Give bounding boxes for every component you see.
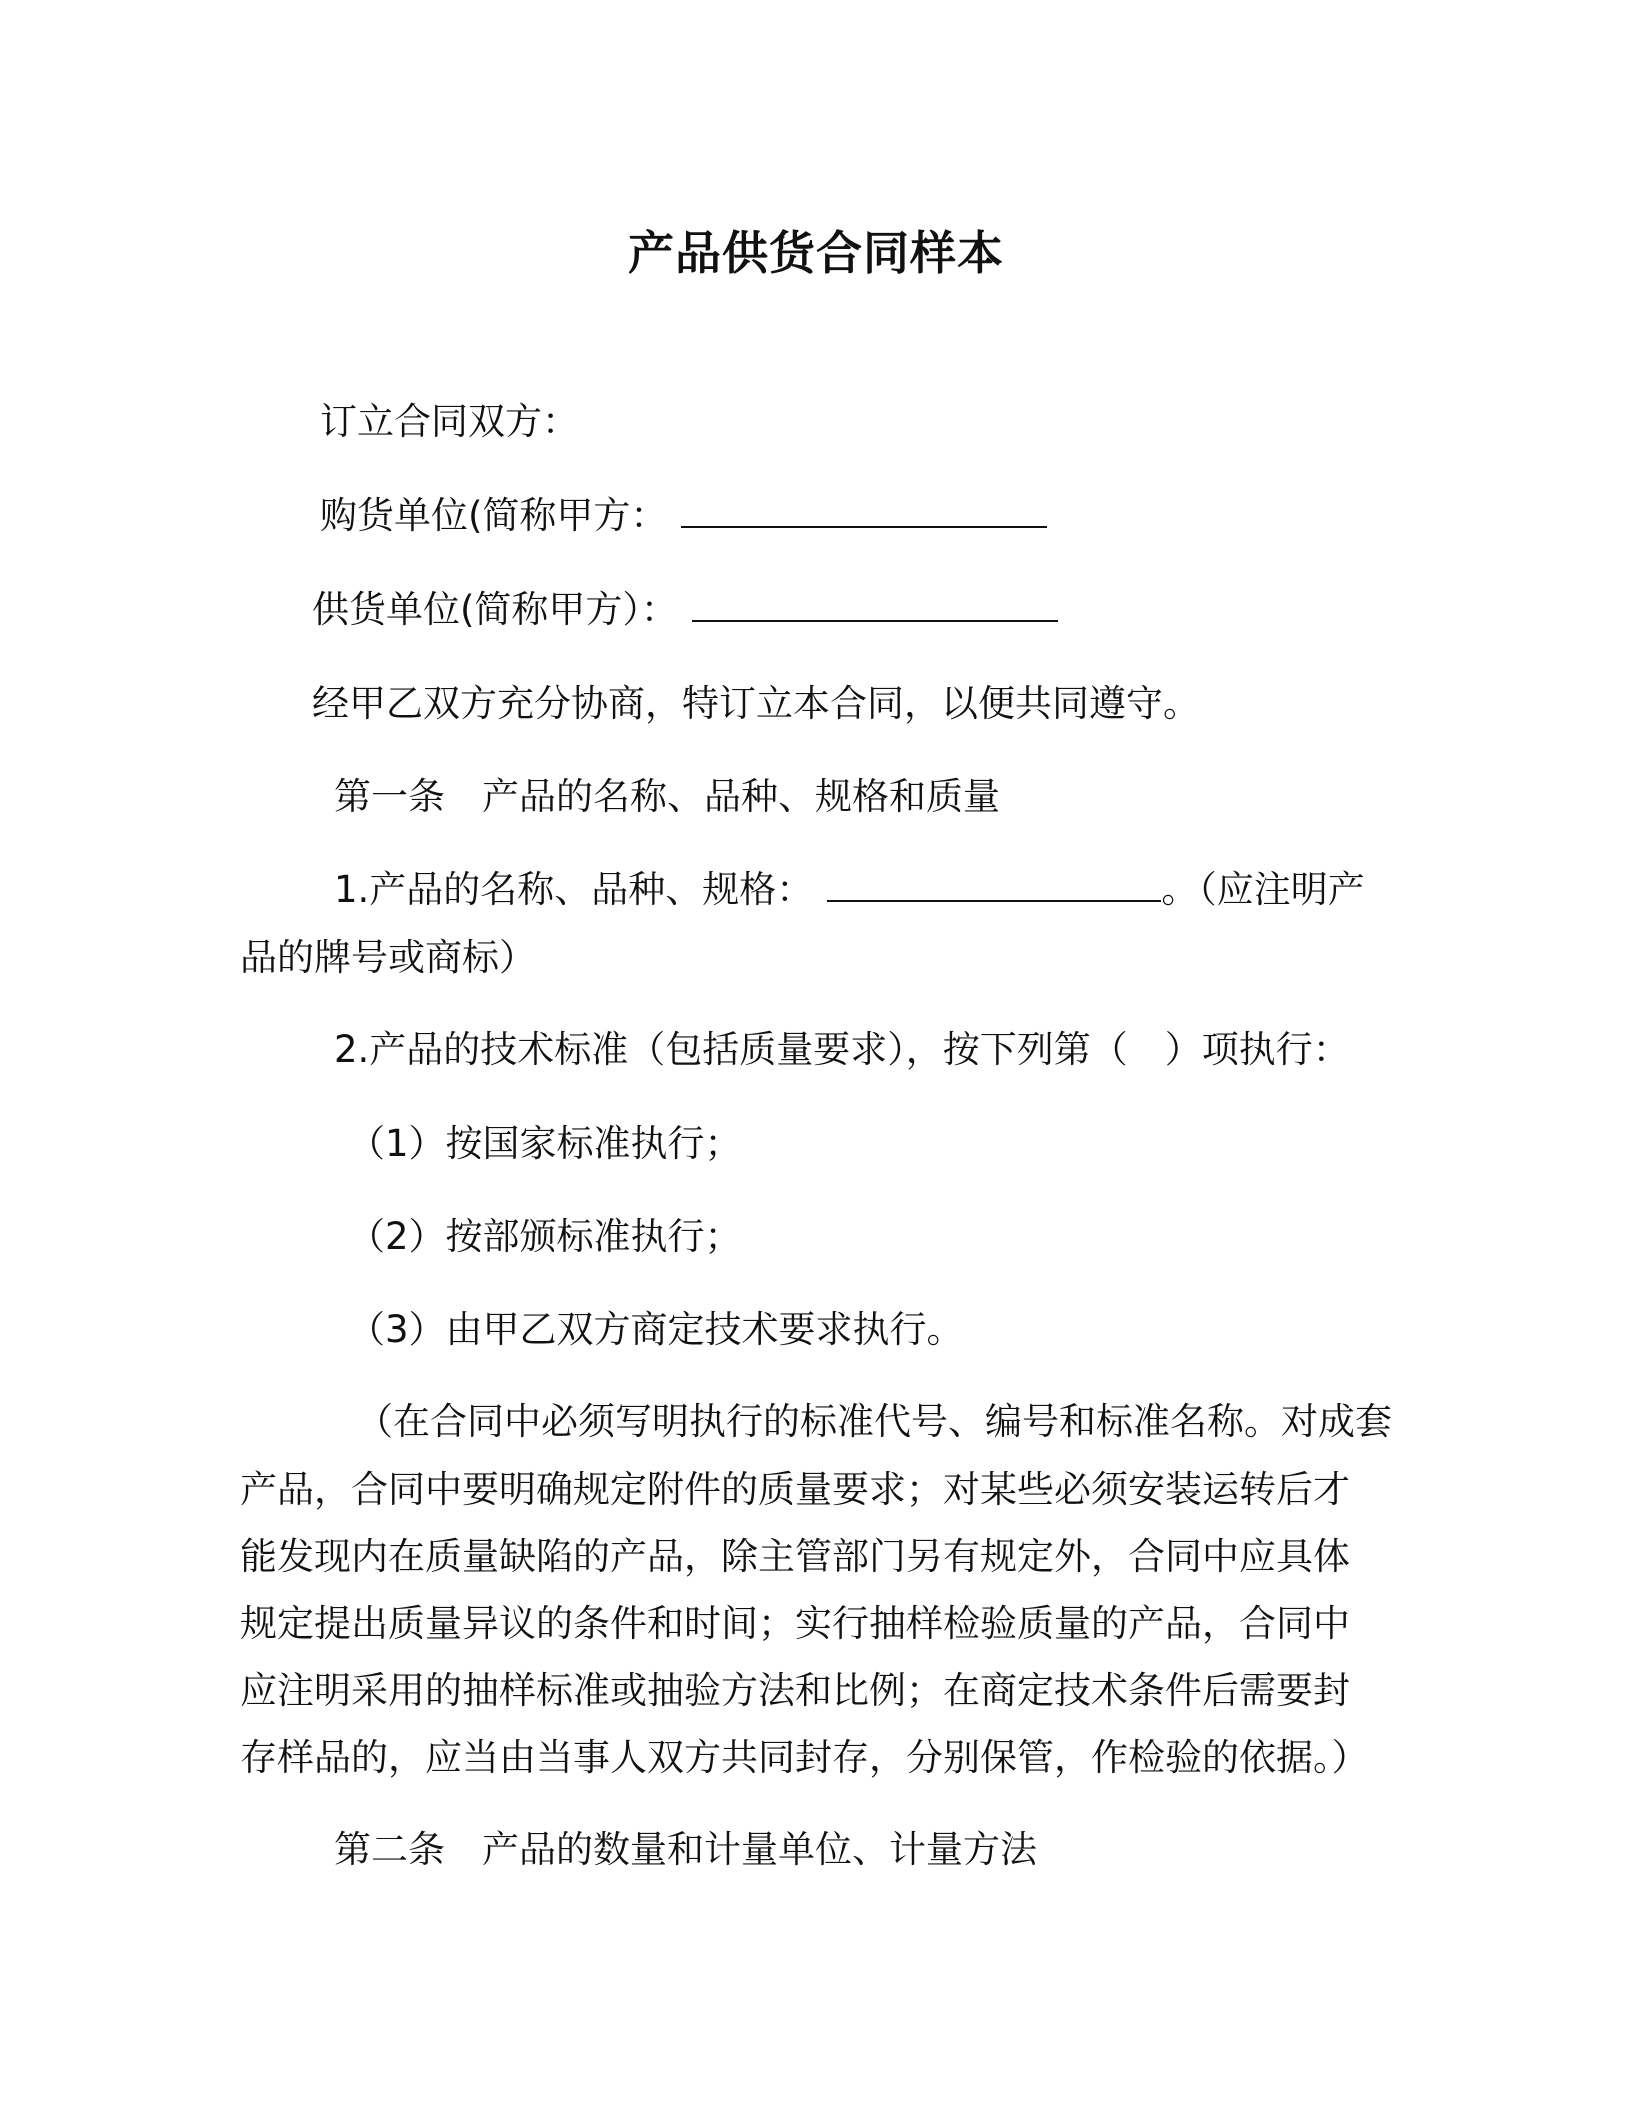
item1-label: 1.产品的名称、品种、规格： xyxy=(334,868,814,911)
note-line: 能发现内在质量缺陷的产品，除主管部门另有规定外，合同中应具体 xyxy=(240,1535,1350,1578)
article1-item1-continued: 品的牌号或商标） xyxy=(240,936,536,979)
supplier-line xyxy=(312,576,1058,644)
option-item: （1）按国家标准执行； xyxy=(348,1122,742,1165)
parties-heading: 订立合同双方： xyxy=(320,400,579,443)
note-line: （在合同中必须写明执行的标准代号、编号和标准名称。对成套 xyxy=(356,1400,1392,1443)
option-item: （2）按部颁标准执行； xyxy=(348,1215,742,1258)
buyer-line xyxy=(320,482,1047,550)
buyer-blank xyxy=(681,492,1047,528)
document-title: 产品供货合同样本 xyxy=(628,226,1004,280)
note-line: 规定提出质量异议的条件和时间；实行抽样检验质量的产品，合同中 xyxy=(240,1602,1350,1645)
item1-blank xyxy=(827,866,1161,902)
item1-after: 。（应注明产 xyxy=(1161,868,1365,911)
supplier-blank xyxy=(692,586,1058,622)
option-item: （3）由甲乙双方商定技术要求执行。 xyxy=(348,1308,964,1351)
article1-item1 xyxy=(334,856,1365,924)
note-line: 应注明采用的抽样标准或抽验方法和比例；在商定技术条件后需要封 xyxy=(240,1669,1350,1712)
note-line: 产品，合同中要明确规定附件的质量要求；对某些必须安装运转后才 xyxy=(240,1468,1350,1511)
note-line: 存样品的，应当由当事人双方共同封存，分别保管，作检验的依据。） xyxy=(240,1736,1369,1779)
supplier-label: 供货单位(简称甲方）： xyxy=(312,588,678,631)
article1-item2: 2.产品的技术标准（包括质量要求），按下列第（ ）项执行： xyxy=(334,1028,1350,1071)
buyer-label: 购货单位(简称甲方： xyxy=(320,494,668,537)
article2-heading: 第二条 产品的数量和计量单位、计量方法 xyxy=(334,1828,1037,1871)
article1-heading: 第一条 产品的名称、品种、规格和质量 xyxy=(334,775,1000,818)
intro-text: 经甲乙双方充分协商，特订立本合同，以便共同遵守。 xyxy=(312,682,1200,725)
